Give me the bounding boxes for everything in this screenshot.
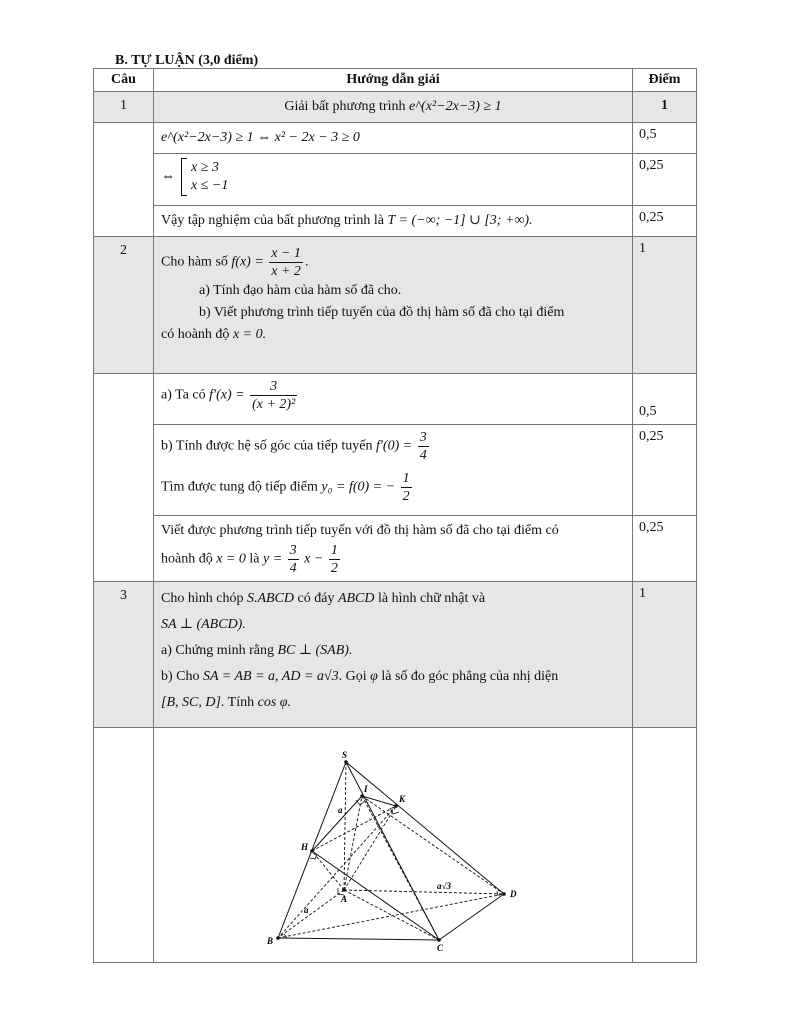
- q1-step2: [154, 154, 633, 206]
- q2-sol-b1-num: 3: [419, 430, 427, 445]
- label-S: S: [342, 750, 348, 760]
- q3-part-b-m1: SA = AB = a, AD = a√3: [203, 669, 339, 684]
- q2-sol-b-points: 0,25: [633, 425, 697, 516]
- q2-func-lhs: f(x) =: [231, 254, 264, 270]
- q2-func-num: x − 1: [271, 246, 301, 261]
- q2-sol-a-row: [94, 374, 697, 425]
- q2-sol-b2-text: Tìm được tung độ tiếp điểm: [161, 479, 318, 495]
- bracket-symbol: [181, 158, 187, 196]
- q1-step2-points: 0,25: [633, 154, 697, 206]
- q2-sol-a-num: 3: [250, 378, 297, 396]
- point-I: [360, 794, 364, 798]
- label-K: K: [399, 794, 406, 804]
- q2-sol-b: [154, 425, 633, 516]
- q2-sol-a-lhs: f′(x) =: [209, 387, 245, 403]
- label-A: A: [341, 894, 348, 904]
- q3-part-b-text4: . Tính: [220, 695, 255, 710]
- q1-step1-points: 0,5: [633, 123, 697, 154]
- q1-step2-a: x ≥ 3: [191, 160, 219, 175]
- label-D: D: [510, 889, 517, 899]
- q2-sol-b1-text: b) Tính được hệ số góc của tiếp tuyến: [161, 438, 373, 454]
- q2-sol-c-text: Viết được phương trình tiếp tuyến với đồ thị hàm số đã cho tại điểm có: [161, 523, 559, 538]
- q2-sol-c: [154, 516, 633, 582]
- edge-BC: [278, 938, 439, 940]
- label-a-SA: a: [338, 805, 343, 815]
- q2-sol-b2-lhs: y₀ = f(0) = −: [321, 479, 396, 495]
- q2-sol-b1-den: 4: [419, 448, 427, 463]
- q1-prompt: [154, 92, 633, 123]
- q2-sol-b1-lhs: f′(0) =: [375, 438, 413, 454]
- q2-points: 1: [633, 237, 697, 374]
- q2-sol-c-num2: 1: [330, 543, 338, 558]
- q3-line1-m1: S.ABCD: [246, 591, 295, 606]
- pyramid-figure: [154, 728, 630, 962]
- q1-step3-row: [94, 206, 697, 237]
- q1-step1: e^(x²−2x−3) ≥ 1 ⇔ x² − 2x − 3 ≥ 0: [154, 123, 633, 154]
- q2-sol-a-text: a) Ta có: [161, 387, 206, 403]
- edge-SA: [344, 762, 346, 890]
- q2-part-b2-math: x = 0.: [232, 327, 267, 342]
- q3-points: 1: [633, 582, 697, 728]
- q2-prompt: Cho hàm số f(x) = $\frac{x - 1}{x + 2}$ . a) Tính đạo hàm của hàm số đã cho. b) Viết phương trình tiếp tuyến của đồ thị hàm số đã cho tại điểm có hoành độ x = 0.: [154, 237, 633, 374]
- q1-step2-arrow: ⇔: [161, 169, 175, 184]
- label-H: H: [301, 842, 309, 852]
- q2-part-b2: có hoành độ: [161, 327, 230, 342]
- q1-prompt-math: e^(x²−2x−3) ≥ 1: [408, 99, 502, 114]
- q2-prompt-text: Cho hàm số: [161, 254, 228, 270]
- q2-sol-b2-num: 1: [402, 471, 410, 486]
- q3-part-b-m3: cos φ.: [257, 695, 292, 710]
- right-angle-D: [497, 891, 498, 896]
- q2-sol-b-row: [94, 425, 697, 516]
- solution-table: [93, 68, 697, 963]
- header-solution: Hướng dẫn giải: [154, 69, 633, 92]
- q3-figure-points-cell: [633, 728, 697, 963]
- label-C: C: [437, 943, 444, 953]
- q3-prompt: [154, 582, 633, 728]
- label-a-AB: a: [304, 905, 309, 915]
- q2-sol-c-text2: hoành độ: [161, 551, 213, 567]
- q1-points: 1: [633, 92, 697, 123]
- q2-sol-c-row: [94, 516, 697, 582]
- q2-sol-c-la: là: [249, 551, 260, 567]
- q3-row: [94, 582, 697, 728]
- label-asqrt3-AD: a√3: [437, 881, 451, 891]
- q2-sol-c-points: 0,25: [633, 516, 697, 582]
- q1-step3-text: Vậy tập nghiệm của bất phương trình là: [161, 213, 384, 228]
- q2-func-den: x + 2: [271, 264, 301, 279]
- q1-step3: [154, 206, 633, 237]
- q3-part-a-math: BC ⊥ (SAB).: [277, 643, 353, 658]
- q1-blank-cell: [94, 123, 154, 237]
- right-angle-B: [284, 934, 287, 938]
- q3-line1-m2: ABCD: [337, 591, 375, 606]
- q3-figure-row: [94, 728, 697, 963]
- q2-blank-cell: [94, 374, 154, 582]
- q2-number: 2: [94, 237, 154, 374]
- header-points: Điểm: [633, 69, 697, 92]
- table-header-row: [94, 69, 697, 92]
- q3-figure-cell: [154, 728, 633, 963]
- q3-part-b-text1: b) Cho: [161, 669, 200, 684]
- point-D: [502, 892, 506, 896]
- q2-sol-a-points: 0,5: [633, 374, 697, 425]
- label-B: B: [267, 936, 274, 946]
- q1-number: 1: [94, 92, 154, 123]
- point-C: [437, 938, 441, 942]
- q1-step1-row: [94, 123, 697, 154]
- q2-sol-b2-den: 2: [402, 489, 410, 504]
- q1-step3-math: T = (−∞; −1] ∪ [3; +∞).: [387, 213, 533, 228]
- edge-SC: [346, 762, 439, 940]
- header-question: Câu: [94, 69, 154, 92]
- edge-IK: [362, 796, 396, 806]
- q3-part-b-text3: là số đo góc phẳng của nhị diện: [381, 669, 559, 684]
- q3-line1-text2: có đáy: [297, 591, 335, 606]
- q3-part-b-phi: φ: [370, 669, 378, 684]
- q2-sol-c-mid: x −: [304, 551, 324, 567]
- point-A: [342, 888, 346, 892]
- q2-sol-c-lhs: y =: [263, 551, 283, 567]
- point-S: [344, 760, 348, 764]
- section-title: B. TỰ LUẬN (3,0 điểm): [115, 53, 259, 68]
- point-K: [394, 804, 398, 808]
- label-I: I: [364, 784, 368, 794]
- point-H: [310, 849, 314, 853]
- q2-part-b: b) Viết phương trình tiếp tuyến của đồ thị hàm số đã cho tại điểm: [199, 305, 565, 320]
- right-angle-H: [310, 854, 317, 859]
- q2-part-a: a) Tính đạo hàm của hàm số đã cho.: [199, 283, 402, 298]
- point-B: [276, 936, 280, 940]
- q2-sol-c-num1: 3: [289, 543, 297, 558]
- q3-part-b-m2: [B, SC, D]: [161, 695, 221, 710]
- q1-step3-points: 0,25: [633, 206, 697, 237]
- q3-part-a-text: a) Chứng minh rằng: [161, 643, 274, 658]
- q3-line2: SA ⊥ (ABCD).: [161, 617, 246, 632]
- edge-HI: [312, 796, 362, 851]
- edge-AC: [344, 890, 439, 940]
- q3-blank-cell: [94, 728, 154, 963]
- edge-ID: [362, 796, 504, 894]
- q2-sol-c-x: x = 0: [216, 551, 246, 567]
- edge-CD: [439, 894, 504, 940]
- edge-AB: [278, 890, 344, 938]
- q2-sol-c-den1: 4: [289, 561, 297, 576]
- q1-step2-row: [94, 154, 697, 206]
- q3-number: 3: [94, 582, 154, 728]
- q3-part-b-text2: . Gọi: [338, 669, 367, 684]
- edge-HK: [312, 806, 396, 851]
- q2-row: [94, 237, 697, 374]
- q3-line1-text3: là hình chữ nhật và: [378, 591, 486, 606]
- edge-SD: [346, 762, 504, 894]
- q1-prompt-text: Giải bất phương trình: [284, 99, 406, 114]
- edge-HC: [312, 851, 439, 940]
- q3-line1-text1: Cho hình chóp: [161, 591, 244, 606]
- q2-sol-a-den: (x + 2)²: [252, 397, 296, 412]
- q2-sol-c-den2: 2: [330, 561, 338, 576]
- q1-row: [94, 92, 697, 123]
- q2-sol-a: [154, 374, 633, 425]
- q1-step2-b: x ≤ −1: [191, 178, 229, 193]
